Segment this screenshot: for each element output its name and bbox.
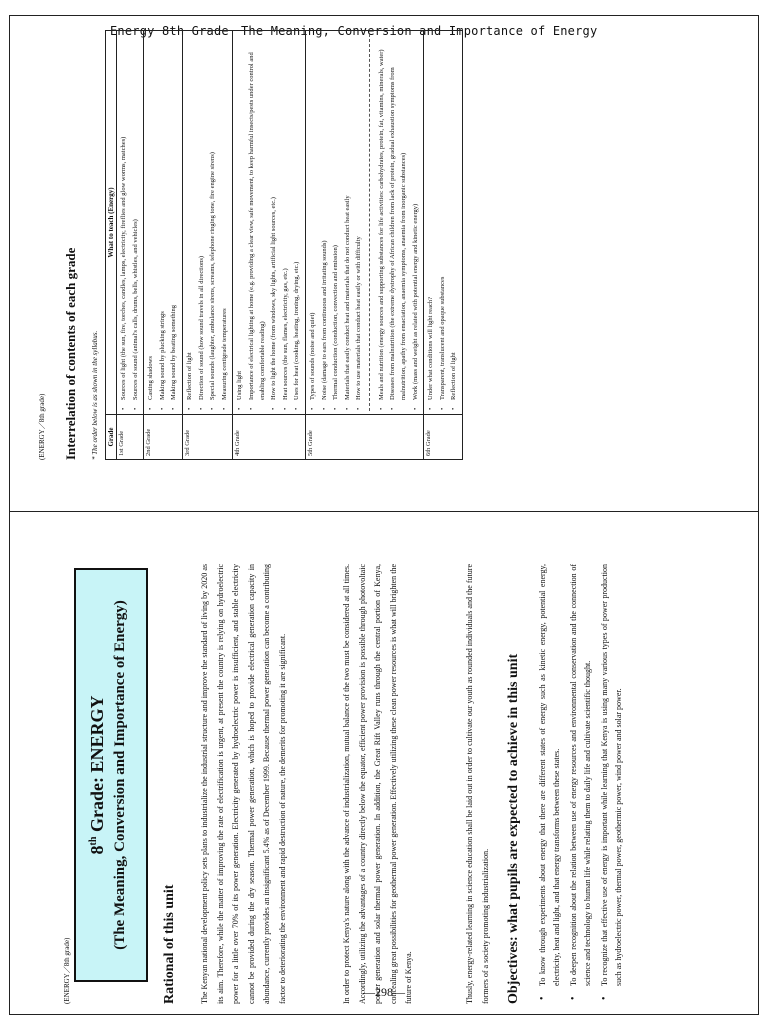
list-item: • Heat sources (the sun, flames, electricity, gas, etc.) [281,34,292,411]
rational-paragraph: The Kenyan national development policy sets plans to industrialize the industrial structure and improve the standard of living by 2020 as its aim. Therefore, while the matter of improving the rate of electrification is urgent, at present the country is relying on hydroelectric power for a little over 70% of its power generation. Electricity generated by hydroelectric power is insufficient, and stable electricity cannot be provided during the dry season. Thermal power generation, which is hoped to provide electrical generation capacity in abundance, currently provides an insignificant 5.4% as of December 1999. Because thermal power generation can become a contributing factor to deteriorating the environment and rapid destruction of nature, the demerits for promoting it are significant. [200,564,287,1004]
list-item: • How to light the home (from windows, sky lights, artificial light sources, etc.) [269,34,280,411]
list-item: • How to use materials that conduct heat easily or with difficulty [354,34,365,411]
page-divider [9,511,759,512]
list-item: • Direction of sound (how sound travels in all directions) [197,34,208,411]
list-item: • Measuring centigrade temperatures [220,34,231,411]
content-cell [117,31,144,415]
title-grade-number: 8 [87,845,107,855]
section-title: Interrelation of contents of each grade [63,247,78,460]
grade-cell: 5th Grade [305,415,423,460]
unit-title-box [74,568,148,982]
grade-cell: 4th Grade [233,415,306,460]
list-item: • Thermal conduction (conduction, convection and emission) [331,34,342,411]
objectives-list [536,564,629,1004]
list-item: • Special sounds (laughter, ambulance sirens, screams, telephone ringing tone, fire engine sirens) [208,34,219,411]
column-header-what: What to teach (Energy) [106,31,117,415]
table-row [182,31,232,460]
grade-cell: 1st Grade [117,415,144,460]
list-item: • To deepen recognition about the relation between use of energy resources and environmental conservation and the connection of science and technology to human life while relating them to daily life and cultivate scientific thought. [567,564,595,1004]
list-item: • To recognize that effective use of energy is important while learning that Kenya is using many various types of power production such as hydroelectric power, thermal power, geothermic power, wind power and solar power. [598,564,626,1004]
document-header-title: Energy 8th Grade The Meaning, Conversion and Importance of Energy [110,24,598,38]
content-list [426,34,460,411]
breadcrumb: (ENERGY／8th grade) [38,393,46,460]
content-list [235,34,303,411]
table-body [117,31,463,460]
list-item: • Meals and nutrition (energy sources and supporting substances for life activities: carbohydrates, protein, fat, vitamins, minerals, water) [377,34,388,411]
column-header-grade: Grade [106,415,117,460]
unit-title-line2: (The Meaning, Conversion and Importance of Energy) [112,600,128,950]
content-list [185,34,230,411]
content-list [308,34,421,411]
objectives-heading: Objectives: what pupils are expected to achieve in this unit [506,653,521,1004]
breadcrumb: (ENERGY／8th grade) [63,937,71,1004]
list-item: • Materials that easily conduct heat and materials that do not conduct heat easily [343,34,354,411]
list-item: • Reflection of light [449,34,460,411]
content-cell [424,31,463,415]
page-number: ―298― [363,985,405,999]
title-grade-suffix: th [88,836,99,846]
list-item: • Importance of electrical lighting at home (e.g. providing a clear view, safe movement, to keep harmful insects/pests under control and enabling comfortable reading) [247,34,268,411]
list-item: • Sources of light (the sun, fire, torches, candles, lamps, electricity, fireflies and glow worms, matches) [119,34,130,411]
content-cell [305,31,423,415]
list-item: • Using light [235,34,246,411]
list-item: • Diseases from malnutrition (the extreme dystrophy of African children from lack of protein, gradual exhaustion symptoms from malnutrition, apathy from emaciation, anaemia symptoms, anaemia from inorganic substances) [388,34,409,411]
list-item: • To know through experiments about energy that there are different states of energy such as kinetic energy, potential energy, electricity, heat and light, and that energy transforms between these states. [536,564,564,1004]
content-cell [233,31,306,415]
content-list [119,34,141,411]
order-note: * The order below is as shown in the syllabus. [91,330,99,460]
list-item: • Noise (damage to ears from continuous and irritating sounds) [320,34,331,411]
content-cell [182,31,232,415]
list-item: • Uses for heat (cooking, heating, ironing, drying, etc.) [292,34,303,411]
table-header-row [106,31,117,460]
list-item: • Types of sounds (noise and quiet) [308,34,319,411]
grade-cell: 6th Grade [424,415,463,460]
table-row [233,31,306,460]
content-cell [144,31,183,415]
page-299 [37,28,717,460]
title-grade-text: Grade: ENERGY [87,695,107,837]
rational-paragraph: In order to protect Kenya's nature along with the advance of industrialization, mutual balance of the two must be considered at all times. Accordingly, utilizing the advantages of a country directly below the equator, efficient power provision is possible through photovoltaic power generation and solar thermal power generation. In addition, the Great Rift Valley runs through the central portion of Kenya, concealing great possibilities for geothermal power generation. Effectively utilizing these clean power resources is what will brighten the future of Kenya. [342,564,413,1004]
grade-contents-table [105,30,463,460]
rational-heading: Rational of this unit [162,884,177,1004]
grade-cell: 2nd Grade [144,415,183,460]
table-row [424,31,463,460]
page-298 [62,548,662,1004]
grade-cell: 3rd Grade [182,415,232,460]
rational-paragraph: Thusly, energy-related learning in science education shall be laid out in order to cultivate our youth as rounded individuals and the future formers of a society promoting industrialization. [465,564,490,1004]
table-row [117,31,144,460]
list-item: • Casting shadows [146,34,157,411]
list-item: • Reflection of light [185,34,196,411]
list-item: • Sources of sound (animal's calls, drums, bells, whistles, and vehicles) [131,34,142,411]
list-item: • Work (mass and weight as related with potential energy and kinetic energy) [411,34,422,411]
list-separator [369,34,373,411]
list-item: • Under what conditions will light reach? [426,34,437,411]
table-row [305,31,423,460]
table-row [144,31,183,460]
list-item: • Making sound by beating something [169,34,180,411]
list-item: • Making sound by plucking strings [158,34,169,411]
unit-title-line1 [82,570,109,980]
content-list [146,34,180,411]
list-item: • Transparent, translucent and opaque substances [438,34,449,411]
